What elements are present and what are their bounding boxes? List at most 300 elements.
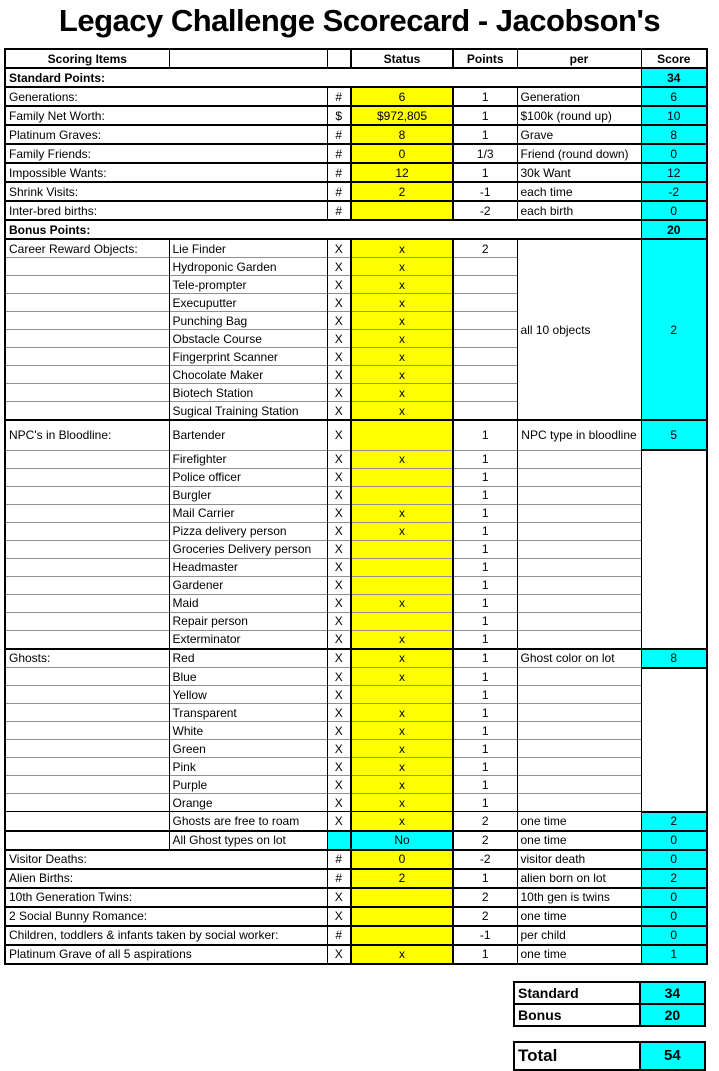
career-execuputter-item: Execuputter: [169, 294, 327, 312]
family-net-worth-points: 1: [453, 106, 517, 125]
npc-police-officer-sym: X: [327, 468, 351, 486]
npc-police-officer-row: [5, 468, 707, 486]
ghost-white-sym: X: [327, 722, 351, 740]
alien-births-points: 1: [453, 869, 517, 888]
ghost-transparent-status-input[interactable]: x: [351, 704, 453, 722]
ghost-pink-item: Pink: [169, 758, 327, 776]
career-fingerprint-scanner-status-input[interactable]: x: [351, 348, 453, 366]
social-bunny-romance-label: 2 Social Bunny Romance:: [5, 907, 327, 926]
summary-table: [513, 981, 706, 1027]
npc-firefighter-item: Firefighter: [169, 450, 327, 468]
ghost-blue-per: [517, 668, 641, 686]
social-bunny-romance-status-input[interactable]: [351, 907, 453, 926]
npc-groceries-delivery-person-sym: X: [327, 540, 351, 558]
npc-bartender-label: NPC's in Bloodline:: [5, 420, 169, 450]
ghost-blue-item: Blue: [169, 668, 327, 686]
career-obstacle-course-status-input[interactable]: x: [351, 330, 453, 348]
scorecard-page: [0, 3, 719, 1065]
bonus-points-section-score: 20: [641, 220, 707, 239]
ghost-red-per: Ghost color on lot: [517, 649, 641, 668]
career-biotech-station-label: [5, 384, 169, 402]
visitor-deaths-label: Visitor Deaths:: [5, 850, 327, 869]
visitor-deaths-score: 0: [641, 850, 707, 869]
ghost-red-status-input[interactable]: x: [351, 649, 453, 668]
ghost-pink-label: [5, 758, 169, 776]
social-bunny-romance-per: one time: [517, 907, 641, 926]
alien-births-score: 2: [641, 869, 707, 888]
visitor-deaths-status-input[interactable]: 0: [351, 850, 453, 869]
npc-exterminator-label: [5, 630, 169, 649]
shrink-visits-status-input[interactable]: 2: [351, 182, 453, 201]
all-ghost-types-on-lot-score: 0: [641, 831, 707, 850]
inter-bred-births-status-input[interactable]: [351, 201, 453, 220]
npc-exterminator-item: Exterminator: [169, 630, 327, 649]
impossible-wants-points: 1: [453, 163, 517, 182]
npc-police-officer-label: [5, 468, 169, 486]
inter-bred-births-per: each birth: [517, 201, 641, 220]
ghost-blue-row: [5, 668, 707, 686]
ghost-purple-label: [5, 776, 169, 794]
ghost-green-row: [5, 740, 707, 758]
ghost-pink-sym: X: [327, 758, 351, 776]
npc-burgler-points: 1: [453, 486, 517, 504]
ghosts-free-to-roam-score: 2: [641, 812, 707, 831]
ghost-pink-row: [5, 758, 707, 776]
family-friends-per: Friend (round down): [517, 144, 641, 163]
npc-headmaster-points: 1: [453, 558, 517, 576]
career-punching-bag-status-input[interactable]: x: [351, 312, 453, 330]
ghost-white-per: [517, 722, 641, 740]
npc-maid-row: [5, 594, 707, 612]
npc-bartender-sym: X: [327, 420, 351, 450]
summary-total-row: [514, 1042, 705, 1070]
social-bunny-romance-score: 0: [641, 907, 707, 926]
npc-mail-carrier-points: 1: [453, 504, 517, 522]
ghost-transparent-label: [5, 704, 169, 722]
platinum-grave-all-aspirations-per: one time: [517, 945, 641, 964]
summary-total-value: 54: [640, 1042, 705, 1070]
all-ghost-types-on-lot-label: [5, 831, 169, 850]
tenth-generation-twins-per: 10th gen is twins: [517, 888, 641, 907]
platinum-grave-all-aspirations-row: [5, 945, 707, 964]
career-lie-finder-label: Career Reward Objects:: [5, 239, 169, 258]
npc-repair-person-label: [5, 612, 169, 630]
all-ghost-types-on-lot-status[interactable]: No: [351, 831, 453, 850]
npc-maid-sym: X: [327, 594, 351, 612]
summary-bonus-row: [514, 1004, 705, 1026]
ghost-purple-status-input[interactable]: x: [351, 776, 453, 794]
impossible-wants-sym: #: [327, 163, 351, 182]
npc-firefighter-row: [5, 450, 707, 468]
career-hydroponic-garden-label: [5, 258, 169, 276]
career-punching-bag-sym: X: [327, 312, 351, 330]
family-net-worth-row: [5, 106, 707, 125]
social-bunny-romance-sym: X: [327, 907, 351, 926]
career-lie-finder-points: 2: [453, 239, 517, 258]
family-net-worth-score: 10: [641, 106, 707, 125]
npc-groceries-delivery-person-label: [5, 540, 169, 558]
ghost-white-row: [5, 722, 707, 740]
npc-pizza-delivery-person-status-input[interactable]: x: [351, 522, 453, 540]
npc-police-officer-per: [517, 468, 641, 486]
npc-firefighter-status-input[interactable]: x: [351, 450, 453, 468]
ghost-yellow-row: [5, 686, 707, 704]
ghost-purple-points: 1: [453, 776, 517, 794]
career-tele-prompter-status-input[interactable]: x: [351, 276, 453, 294]
career-hydroponic-garden-sym: X: [327, 258, 351, 276]
ghost-orange-row: [5, 794, 707, 812]
inter-bred-births-sym: #: [327, 201, 351, 220]
ghost-white-points: 1: [453, 722, 517, 740]
column-header-status[interactable]: Status: [351, 49, 453, 68]
family-friends-label: Family Friends:: [5, 144, 327, 163]
social-bunny-romance-points: 2: [453, 907, 517, 926]
tenth-generation-twins-sym: X: [327, 888, 351, 907]
page-title: Legacy Challenge Scorecard - Jacobson's: [58, 3, 661, 38]
career-fingerprint-scanner-points: [453, 348, 517, 366]
all-ghost-types-on-lot-row: [5, 831, 707, 850]
tenth-generation-twins-status-input[interactable]: [351, 888, 453, 907]
ghost-transparent-row: [5, 704, 707, 722]
family-friends-row: [5, 144, 707, 163]
summary-standard-value: 34: [640, 982, 705, 1004]
alien-births-label: Alien Births:: [5, 869, 327, 888]
ghost-blue-status-input[interactable]: x: [351, 668, 453, 686]
npc-firefighter-points: 1: [453, 450, 517, 468]
social-worker-points: -1: [453, 926, 517, 945]
visitor-deaths-points: -2: [453, 850, 517, 869]
column-header-per: per: [517, 49, 641, 68]
npc-police-officer-status-input[interactable]: [351, 468, 453, 486]
alien-births-sym: #: [327, 869, 351, 888]
npc-bartender-score: 5: [641, 420, 707, 450]
tenth-generation-twins-row: [5, 888, 707, 907]
npc-bartender-per: NPC type in bloodline: [517, 420, 641, 450]
generations-status-input[interactable]: 6: [351, 87, 453, 106]
family-net-worth-per: $100k (round up): [517, 106, 641, 125]
platinum-graves-points: 1: [453, 125, 517, 144]
npc-repair-person-row: [5, 612, 707, 630]
platinum-graves-per: Grave: [517, 125, 641, 144]
npc-pizza-delivery-person-label: [5, 522, 169, 540]
ghost-purple-item: Purple: [169, 776, 327, 794]
family-friends-score: 0: [641, 144, 707, 163]
visitor-deaths-sym: #: [327, 850, 351, 869]
family-net-worth-sym: $: [327, 106, 351, 125]
standard-points-section-score: 34: [641, 68, 707, 87]
npc-headmaster-sym: X: [327, 558, 351, 576]
ghost-orange-label: [5, 794, 169, 812]
npc-headmaster-per: [517, 558, 641, 576]
ghost-pink-points: 1: [453, 758, 517, 776]
standard-points-section-label: Standard Points:: [5, 68, 641, 87]
career-fingerprint-scanner-sym: X: [327, 348, 351, 366]
npc-gardener-status-input[interactable]: [351, 576, 453, 594]
summary-standard-row: [514, 982, 705, 1004]
career-obstacle-course-label: [5, 330, 169, 348]
career-lie-finder-per: all 10 objects: [517, 239, 641, 420]
npc-maid-per: [517, 594, 641, 612]
career-biotech-station-sym: X: [327, 384, 351, 402]
scorecard-table: [4, 48, 708, 965]
npc-maid-status-input[interactable]: x: [351, 594, 453, 612]
npc-firefighter-score: [641, 450, 707, 649]
ghost-red-points: 1: [453, 649, 517, 668]
npc-bartender-item: Bartender: [169, 420, 327, 450]
career-lie-finder-sym: X: [327, 239, 351, 258]
npc-gardener-points: 1: [453, 576, 517, 594]
ghost-pink-status-input[interactable]: x: [351, 758, 453, 776]
npc-mail-carrier-status-input[interactable]: x: [351, 504, 453, 522]
social-worker-row: [5, 926, 707, 945]
career-obstacle-course-item: Obstacle Course: [169, 330, 327, 348]
column-header-label: Scoring Items: [5, 49, 169, 68]
career-obstacle-course-sym: X: [327, 330, 351, 348]
family-friends-sym: #: [327, 144, 351, 163]
npc-headmaster-status-input[interactable]: [351, 558, 453, 576]
inter-bred-births-row: [5, 201, 707, 220]
ghosts-free-to-roam-label: [5, 812, 169, 831]
platinum-graves-row: [5, 125, 707, 144]
visitor-deaths-row: [5, 850, 707, 869]
ghost-yellow-label: [5, 686, 169, 704]
ghost-red-sym: X: [327, 649, 351, 668]
ghost-transparent-per: [517, 704, 641, 722]
npc-pizza-delivery-person-item: Pizza delivery person: [169, 522, 327, 540]
social-worker-label: Children, toddlers & infants taken by social worker:: [5, 926, 327, 945]
npc-gardener-label: [5, 576, 169, 594]
generations-score: 6: [641, 87, 707, 106]
ghost-red-label: Ghosts:: [5, 649, 169, 668]
npc-groceries-delivery-person-row: [5, 540, 707, 558]
npc-gardener-row: [5, 576, 707, 594]
npc-exterminator-status-input[interactable]: x: [351, 630, 453, 649]
ghosts-free-to-roam-points: 2: [453, 812, 517, 831]
ghost-green-sym: X: [327, 740, 351, 758]
npc-pizza-delivery-person-row: [5, 522, 707, 540]
career-chocolate-maker-points: [453, 366, 517, 384]
platinum-graves-sym: #: [327, 125, 351, 144]
column-header-points: Points: [453, 49, 517, 68]
career-biotech-station-item: Biotech Station: [169, 384, 327, 402]
all-ghost-types-on-lot-per: one time: [517, 831, 641, 850]
family-friends-points: 1/3: [453, 144, 517, 163]
ghost-blue-sym: X: [327, 668, 351, 686]
npc-groceries-delivery-person-item: Groceries Delivery person: [169, 540, 327, 558]
npc-mail-carrier-sym: X: [327, 504, 351, 522]
npc-pizza-delivery-person-points: 1: [453, 522, 517, 540]
summary-section: [513, 981, 706, 1071]
npc-pizza-delivery-person-per: [517, 522, 641, 540]
npc-repair-person-per: [517, 612, 641, 630]
social-worker-score: 0: [641, 926, 707, 945]
npc-mail-carrier-row: [5, 504, 707, 522]
ghost-green-status-input[interactable]: x: [351, 740, 453, 758]
ghosts-free-to-roam-status-input[interactable]: x: [351, 812, 453, 831]
ghost-orange-points: 1: [453, 794, 517, 812]
shrink-visits-per: each time: [517, 182, 641, 201]
ghost-blue-label: [5, 668, 169, 686]
summary-total-label: Total: [514, 1042, 640, 1070]
career-execuputter-status-input[interactable]: x: [351, 294, 453, 312]
npc-burgler-per: [517, 486, 641, 504]
ghost-yellow-status-input[interactable]: [351, 686, 453, 704]
column-header-score: Score: [641, 49, 707, 68]
npc-bartender-row: [5, 420, 707, 450]
ghost-white-item: White: [169, 722, 327, 740]
npc-exterminator-points: 1: [453, 630, 517, 649]
npc-pizza-delivery-person-sym: X: [327, 522, 351, 540]
ghost-red-score: 8: [641, 649, 707, 668]
career-tele-prompter-sym: X: [327, 276, 351, 294]
ghost-blue-score: [641, 668, 707, 812]
summary-bonus-value: 20: [640, 1004, 705, 1026]
all-ghost-types-on-lot-points: 2: [453, 831, 517, 850]
ghost-pink-per: [517, 758, 641, 776]
ghost-orange-item: Orange: [169, 794, 327, 812]
career-tele-prompter-label: [5, 276, 169, 294]
career-biotech-station-status-input[interactable]: x: [351, 384, 453, 402]
platinum-graves-label: Platinum Graves:: [5, 125, 327, 144]
family-friends-status-input[interactable]: 0: [351, 144, 453, 163]
career-sugical-training-station-status-input[interactable]: x: [351, 402, 453, 421]
ghost-transparent-sym: X: [327, 704, 351, 722]
career-lie-finder-row: [5, 239, 707, 258]
career-hydroponic-garden-item: Hydroponic Garden: [169, 258, 327, 276]
visitor-deaths-per: visitor death: [517, 850, 641, 869]
career-execuputter-points: [453, 294, 517, 312]
npc-police-officer-points: 1: [453, 468, 517, 486]
ghost-orange-sym: X: [327, 794, 351, 812]
social-worker-per: per child: [517, 926, 641, 945]
ghosts-free-to-roam-per: one time: [517, 812, 641, 831]
alien-births-status-input[interactable]: 2: [351, 869, 453, 888]
ghost-orange-per: [517, 794, 641, 812]
career-chocolate-maker-sym: X: [327, 366, 351, 384]
npc-groceries-delivery-person-per: [517, 540, 641, 558]
generations-points: 1: [453, 87, 517, 106]
generations-row: [5, 87, 707, 106]
npc-repair-person-points: 1: [453, 612, 517, 630]
career-hydroponic-garden-status-input[interactable]: x: [351, 258, 453, 276]
npc-mail-carrier-label: [5, 504, 169, 522]
npc-headmaster-item: Headmaster: [169, 558, 327, 576]
npc-groceries-delivery-person-status-input[interactable]: [351, 540, 453, 558]
ghost-red-item: Red: [169, 649, 327, 668]
career-sugical-training-station-item: Sugical Training Station: [169, 402, 327, 421]
career-punching-bag-points: [453, 312, 517, 330]
npc-exterminator-sym: X: [327, 630, 351, 649]
shrink-visits-label: Shrink Visits:: [5, 182, 327, 201]
family-net-worth-status-input[interactable]: $972,805: [351, 106, 453, 125]
shrink-visits-row: [5, 182, 707, 201]
platinum-grave-all-aspirations-points: 1: [453, 945, 517, 964]
platinum-grave-all-aspirations-label: Platinum Grave of all 5 aspirations: [5, 945, 327, 964]
npc-repair-person-item: Repair person: [169, 612, 327, 630]
ghost-green-label: [5, 740, 169, 758]
npc-burgler-label: [5, 486, 169, 504]
platinum-graves-status-input[interactable]: 8: [351, 125, 453, 144]
career-execuputter-label: [5, 294, 169, 312]
npc-bartender-status-input[interactable]: [351, 420, 453, 450]
career-fingerprint-scanner-item: Fingerprint Scanner: [169, 348, 327, 366]
career-fingerprint-scanner-label: [5, 348, 169, 366]
shrink-visits-sym: #: [327, 182, 351, 201]
ghost-white-status-input[interactable]: x: [351, 722, 453, 740]
ghost-blue-points: 1: [453, 668, 517, 686]
ghost-yellow-per: [517, 686, 641, 704]
social-worker-sym: #: [327, 926, 351, 945]
column-header-sym: [327, 49, 351, 68]
npc-burgler-status-input[interactable]: [351, 486, 453, 504]
ghost-yellow-item: Yellow: [169, 686, 327, 704]
npc-firefighter-per: [517, 450, 641, 468]
platinum-grave-all-aspirations-status-input[interactable]: x: [351, 945, 453, 964]
total-table: [513, 1041, 706, 1071]
impossible-wants-per: 30k Want: [517, 163, 641, 182]
ghosts-free-to-roam-sym: X: [327, 812, 351, 831]
social-bunny-romance-row: [5, 907, 707, 926]
career-punching-bag-label: [5, 312, 169, 330]
ghost-green-points: 1: [453, 740, 517, 758]
npc-groceries-delivery-person-points: 1: [453, 540, 517, 558]
npc-burgler-item: Burgler: [169, 486, 327, 504]
ghost-green-per: [517, 740, 641, 758]
shrink-visits-score: -2: [641, 182, 707, 201]
platinum-grave-all-aspirations-sym: X: [327, 945, 351, 964]
career-chocolate-maker-item: Chocolate Maker: [169, 366, 327, 384]
ghost-orange-status-input[interactable]: x: [351, 794, 453, 812]
ghost-transparent-points: 1: [453, 704, 517, 722]
ghost-purple-per: [517, 776, 641, 794]
impossible-wants-status-input[interactable]: 12: [351, 163, 453, 182]
career-lie-finder-status-input[interactable]: x: [351, 239, 453, 258]
npc-repair-person-sym: X: [327, 612, 351, 630]
tenth-generation-twins-score: 0: [641, 888, 707, 907]
career-lie-finder-item: Lie Finder: [169, 239, 327, 258]
generations-sym: #: [327, 87, 351, 106]
inter-bred-births-score: 0: [641, 201, 707, 220]
career-chocolate-maker-status-input[interactable]: x: [351, 366, 453, 384]
npc-headmaster-row: [5, 558, 707, 576]
npc-police-officer-item: Police officer: [169, 468, 327, 486]
ghost-purple-sym: X: [327, 776, 351, 794]
career-punching-bag-item: Punching Bag: [169, 312, 327, 330]
summary-bonus-label: Bonus: [514, 1004, 640, 1026]
ghost-red-row: [5, 649, 707, 668]
social-worker-status-input[interactable]: [351, 926, 453, 945]
npc-maid-points: 1: [453, 594, 517, 612]
summary-standard-label: Standard: [514, 982, 640, 1004]
career-biotech-station-points: [453, 384, 517, 402]
npc-maid-label: [5, 594, 169, 612]
ghosts-free-to-roam-item: Ghosts are free to roam: [169, 812, 327, 831]
impossible-wants-score: 12: [641, 163, 707, 182]
alien-births-row: [5, 869, 707, 888]
career-obstacle-course-points: [453, 330, 517, 348]
tenth-generation-twins-points: 2: [453, 888, 517, 907]
ghosts-free-to-roam-row: [5, 812, 707, 831]
standard-points-row: [5, 68, 707, 87]
npc-firefighter-label: [5, 450, 169, 468]
npc-repair-person-status-input[interactable]: [351, 612, 453, 630]
ghost-yellow-sym: X: [327, 686, 351, 704]
ghost-purple-row: [5, 776, 707, 794]
column-header-row: [5, 49, 707, 68]
career-lie-finder-score: 2: [641, 239, 707, 420]
npc-headmaster-label: [5, 558, 169, 576]
generations-label: Generations:: [5, 87, 327, 106]
